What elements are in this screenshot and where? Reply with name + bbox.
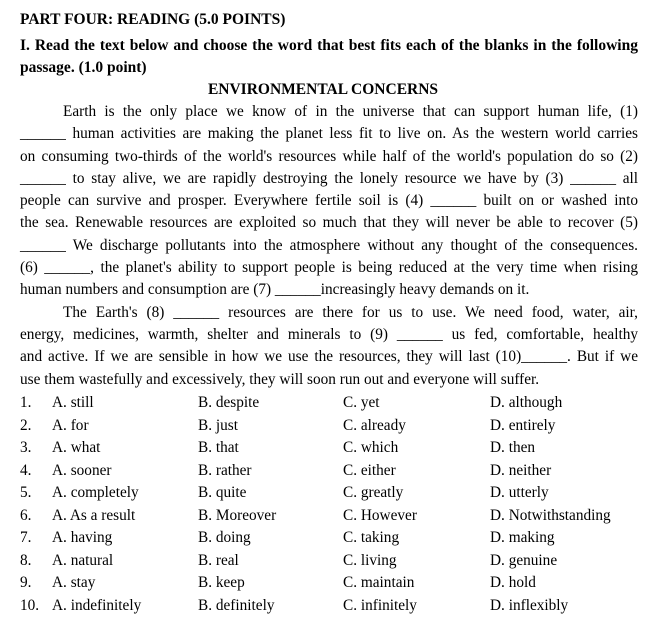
option-d: D. neither: [490, 461, 552, 479]
option-b: B. definitely: [198, 596, 275, 614]
passage-line: energy, medicines, warmth, shelter and minerals to (9) ______ us fed, comfortable, healthy: [20, 325, 638, 343]
passage-line: use them wastefully and excessively, they will soon run out and everyone will suffer.: [20, 370, 540, 388]
question-row: [20, 505, 640, 528]
passage-line: ______ We discharge pollutants into the atmosphere without any thought of the consequences.: [20, 236, 638, 254]
option-d: D. genuine: [490, 551, 558, 569]
passage-line: the sea. Renewable resources are exploited so much that they will never be able to recover (5): [20, 214, 638, 232]
passage-title: ENVIRONMENTAL CONCERNS: [207, 81, 439, 98]
question-number: 4.: [20, 461, 32, 479]
question-number: 6.: [20, 506, 32, 524]
question-number: 8.: [20, 551, 32, 569]
passage-line: and active. If we are sensible in how we use the resources, they will last (10)______. But if we: [20, 348, 638, 366]
question-row: [20, 572, 640, 595]
option-b: B. rather: [198, 461, 252, 479]
option-c: C. taking: [343, 529, 400, 546]
question-row: [20, 527, 640, 550]
option-d: D. entirely: [490, 416, 556, 434]
question-row: [20, 550, 640, 573]
passage-line: The Earth's (8) ______ resources are there for us to use. We need food, water, air,: [63, 303, 638, 321]
option-c: C. greatly: [343, 484, 404, 501]
question-row: [20, 460, 640, 483]
option-a: A. completely: [52, 484, 139, 501]
question-number: 5.: [20, 484, 32, 501]
options-list: [20, 392, 640, 617]
option-c: C. However: [343, 506, 417, 524]
passage-line: (6) ______, the planet's ability to support people is being reduced at the very time when rising: [20, 259, 638, 277]
instruction: I. Read the text below and choose the word that best fits each of the blanks in the following passage. (1.0 point): [20, 37, 638, 76]
option-c: C. maintain: [343, 574, 415, 591]
option-c: C. living: [343, 551, 397, 569]
option-a: A. for: [52, 416, 89, 434]
part-title: PART FOUR: READING (5.0 POINTS): [20, 11, 286, 28]
question-number: 10.: [20, 596, 40, 614]
passage-line: ______ human activities are making the planet less fit to live on. As the western world carries: [20, 125, 638, 143]
option-b: B. keep: [198, 574, 245, 591]
option-b: B. despite: [198, 394, 260, 411]
option-d: D. Notwithstanding: [490, 506, 611, 524]
option-b: B. real: [198, 551, 239, 569]
option-c: C. already: [343, 416, 406, 434]
option-c: C. which: [343, 439, 399, 456]
option-d: D. utterly: [490, 484, 549, 501]
question-number: 1.: [20, 394, 32, 411]
passage-line: ______ to stay alive, we are rapidly destroying the lonely resource we have by (3) ______ all: [20, 169, 638, 187]
passage: [20, 101, 638, 391]
option-d: D. then: [490, 439, 536, 456]
question-number: 3.: [20, 439, 32, 456]
option-d: D. making: [490, 529, 555, 546]
option-c: C. either: [343, 461, 396, 479]
question-row: [20, 482, 640, 505]
option-a: A. natural: [52, 551, 114, 569]
question-number: 2.: [20, 416, 32, 434]
option-a: A. having: [52, 529, 113, 546]
question-number: 9.: [20, 574, 32, 591]
option-d: D. although: [490, 394, 563, 411]
option-a: A. what: [52, 439, 101, 456]
passage-line: human numbers and consumption are (7) ______increasingly heavy demands on it.: [20, 281, 530, 299]
option-a: A. stay: [52, 574, 96, 591]
question-row: [20, 392, 640, 415]
question-row: [20, 415, 640, 438]
option-a: A. sooner: [52, 461, 112, 479]
passage-line: people can survive and prosper. Everywhere fertile soil is (4) ______ built on or washed into: [20, 192, 638, 210]
option-b: B. Moreover: [198, 506, 277, 524]
option-d: D. inflexibly: [490, 596, 569, 614]
option-a: A. still: [52, 394, 94, 411]
option-b: B. doing: [198, 529, 251, 546]
option-d: D. hold: [490, 574, 536, 591]
option-a: A. indefinitely: [52, 596, 142, 614]
question-number: 7.: [20, 529, 32, 546]
passage-line: Earth is the only place we know of in the universe that can support human life, (1): [63, 103, 638, 120]
option-b: B. quite: [198, 484, 247, 501]
passage-line: on consuming two-thirds of the world's resources while half of the world's population do so (2): [20, 147, 638, 165]
option-c: C. yet: [343, 394, 380, 411]
option-b: B. that: [198, 439, 239, 456]
question-row: [20, 595, 640, 618]
option-a: A. As a result: [52, 506, 136, 524]
question-row: [20, 437, 640, 460]
option-b: B. just: [198, 416, 238, 434]
option-c: C. infinitely: [343, 596, 417, 614]
